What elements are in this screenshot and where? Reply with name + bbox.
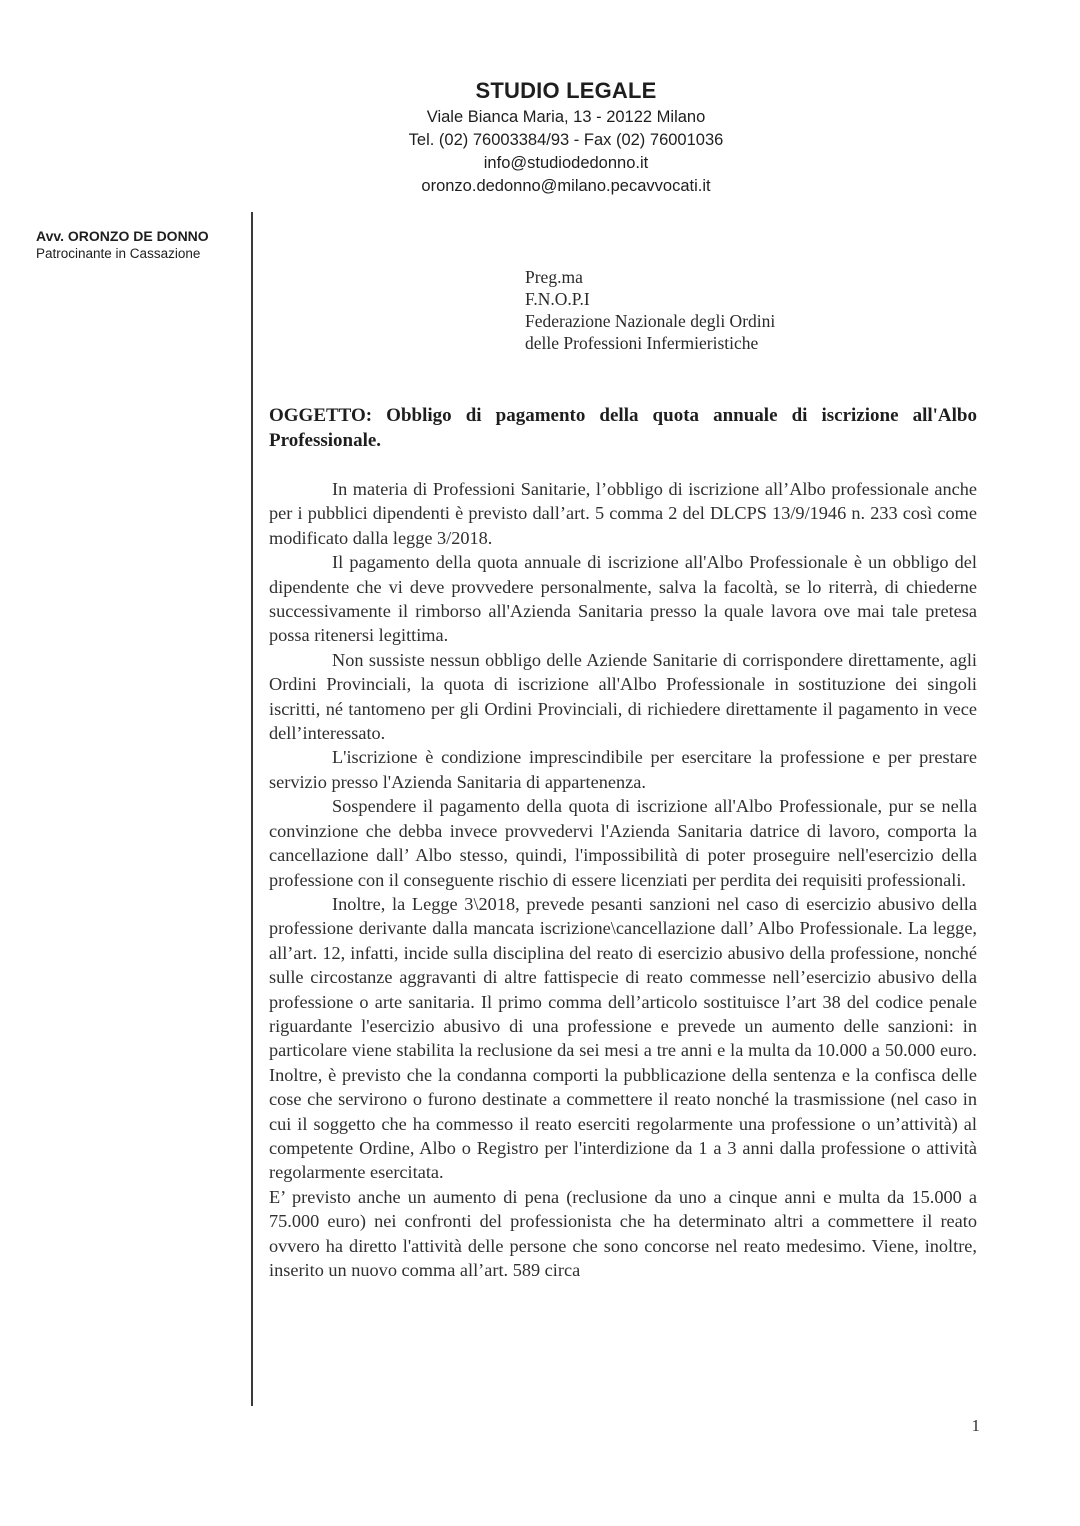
- paragraph: Non sussiste nessun obbligo delle Aziende Sanitarie di corrispondere direttamente, agli Ordini Provinciali, la quota di iscrizione all'Albo Professionale in sostituzione dei singoli iscritti, né tantomeno per gli Ordini Provinciali, di richiedere direttamente il pagamento in vece dell’interessato.: [269, 649, 977, 744]
- paragraph: In materia di Professioni Sanitarie, l’obbligo di iscrizione all’Albo professionale anche per i pubblici dipendenti è previsto dall’art. 5 comma 2 del DLCPS 13/9/1946 n. 233 così come modificato dalla legge 3/2018.: [269, 479, 977, 548]
- recipient-acronym: F.N.O.P.I: [525, 289, 590, 309]
- firm-pec: oronzo.dedonno@milano.pecavvocati.it: [421, 177, 711, 195]
- lawyer-block: [36, 227, 209, 263]
- page-number: 1: [971, 1416, 980, 1435]
- lawyer-name: Avv. ORONZO DE DONNO: [36, 228, 209, 244]
- recipient-block: [525, 266, 775, 354]
- firm-name: STUDIO LEGALE: [475, 78, 657, 103]
- subject-heading: OGGETTO: Obbligo di pagamento della quota annuale di iscrizione all'Albo Professionale.: [269, 405, 977, 451]
- paragraph: Il pagamento della quota annuale di iscrizione all'Albo Professionale è un obbligo del dipendente che vi deve provvedere personalmente, salva la facoltà, se lo riterrà, di chiederne successivamente il rimborso all'Azienda Sanitaria presso la quale lavora ove mai tale pretesa possa ritenersi legittima.: [269, 552, 977, 646]
- paragraph: E’ previsto anche un aumento di pena (reclusione da uno a cinque anni e multa da 15.000 a 75.000 euro) nei confronti del professionista che ha determinato altri a commettere il reato ovvero ha diretto l'attività delle persone che sono concorse nel reato medesimo. Viene, inoltre, inserito un nuovo comma all’art. 589 circa: [269, 1186, 977, 1280]
- paragraph: Inoltre, la Legge 3\2018, prevede pesanti sanzioni nel caso di esercizio abusivo della professione derivante dalla mancata iscrizione\cancellazione dall’ Albo Professionale. La legge, all’art. 12, infatti, incide sulla disciplina del reato di esercizio abusivo della professione, nonché sulle circostanze aggravanti di altre fattispecie di reato commesse nell’esercizio abusivo della professione o arte sanitaria. Il primo comma dell’articolo sostituisce l’art 38 del codice penale riguardante l'esercizio abusivo di una professione e prevede un aumento delle sanzioni: in particolare viene stabilita la reclusione da sei mesi a tre anni e la multa da 10.000 a 50.000 euro. Inoltre, è previsto che la condanna comporti la pubblicazione della sentenza e la confisca delle cose che servirono o furono destinate a commettere il reato nonché la trasmissione (nel caso in cui il soggetto che ha commesso il reato eserciti regolarmente una professione o un’attività) al competente Ordine, Albo o Registro per l'interdizione da 1 a 3 anni dalla professione o attività regolarmente esercitata.: [269, 893, 977, 1183]
- firm-address: Viale Bianca Maria, 13 - 20122 Milano: [426, 108, 706, 126]
- paragraph: Sospendere il pagamento della quota di iscrizione all'Albo Professionale, pur se nella convinzione che debba invece provvedervi l'Azienda Sanitaria datrice di lavoro, comporta la cancellazione dall’ Albo stesso, quindi, l'impossibilità di poter proseguire nell'esercizio della professione con il conseguente rischio di essere licenziati per perdita dei requisiti professionali.: [269, 796, 977, 890]
- firm-phone-fax: Tel. (02) 76003384/93 - Fax (02) 76001036: [408, 131, 724, 149]
- recipient-salutation: Preg.ma: [525, 267, 583, 287]
- letter-body: [269, 477, 977, 1282]
- letterhead: [300, 76, 832, 198]
- firm-email: info@studiodedonno.it: [483, 154, 649, 172]
- recipient-line-1: Federazione Nazionale degli Ordini: [525, 311, 776, 331]
- paragraph: L'iscrizione è condizione imprescindibile per esercitare la professione e per prestare servizio presso l'Azienda Sanitaria di appartenenza.: [269, 747, 977, 792]
- margin-rule: [251, 212, 253, 1406]
- lawyer-title: Patrocinante in Cassazione: [36, 246, 201, 261]
- recipient-line-2: delle Professioni Infermieristiche: [525, 333, 759, 353]
